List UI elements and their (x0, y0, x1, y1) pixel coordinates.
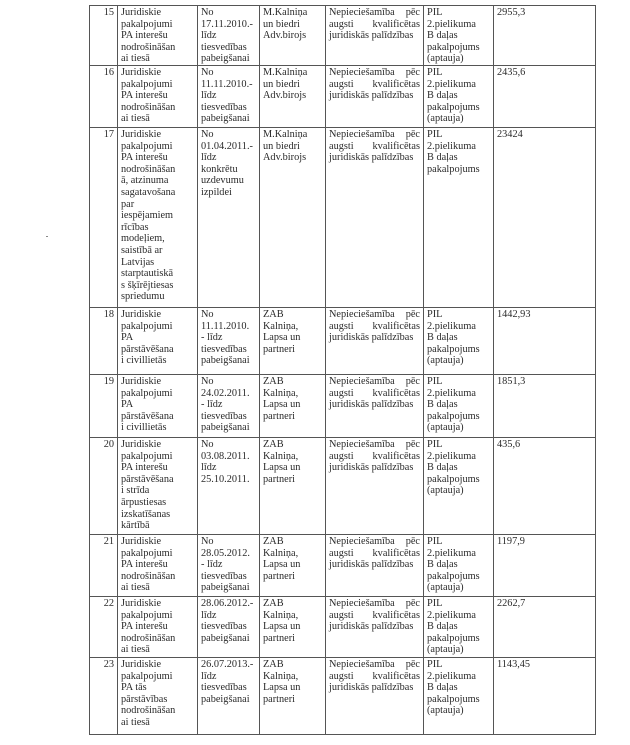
row-number: 15 (90, 6, 118, 66)
basis-cell: PIL 2.pielikuma B daļas pakalpojums (aptauja) (424, 66, 494, 128)
service-cell: Juridiskie pakalpojumi PA interešu nodrošināšan ai tiesā (118, 535, 198, 597)
service-cell: Juridiskie pakalpojumi PA interešu pārstāvēšana i strīda ārpustiesas izskatīšanas kārtībā (118, 438, 198, 535)
amount-cell: 2955,3 (494, 6, 596, 66)
amount-cell: 1197,9 (494, 535, 596, 597)
row-number: 18 (90, 308, 118, 375)
table-row (90, 658, 596, 735)
justification-cell: Nepieciešamība pēc augsti kvalificētas juridiskās palīdzības (326, 658, 424, 735)
row-number: 22 (90, 597, 118, 658)
service-cell: Juridiskie pakalpojumi PA interešu nodrošināšan ai tiesā (118, 597, 198, 658)
justification-cell: Nepieciešamība pēc augsti kvalificētas juridiskās palīdzības (326, 308, 424, 375)
basis-cell: PIL 2.pielikuma B daļas pakalpojums (aptauja) (424, 308, 494, 375)
justification-cell: Nepieciešamība pēc augsti kvalificētas juridiskās palīdzības (326, 66, 424, 128)
row-number: 20 (90, 438, 118, 535)
table-row (90, 128, 596, 308)
basis-cell: PIL 2.pielikuma B daļas pakalpojums (aptauja) (424, 6, 494, 66)
basis-cell: PIL 2.pielikuma B daļas pakalpojums (aptauja) (424, 658, 494, 735)
period-cell: 26.07.2013.- līdz tiesvedības pabeigšanai (198, 658, 260, 735)
basis-cell: PIL 2.pielikuma B daļas pakalpojums (aptauja) (424, 597, 494, 658)
amount-cell: 23424 (494, 128, 596, 308)
provider-cell: ZAB Kalniņa, Lapsa un partneri (260, 658, 326, 735)
services-table (89, 5, 596, 735)
period-cell: No 01.04.2011.- līdz konkrētu uzdevumu izpildei (198, 128, 260, 308)
period-cell: No 11.11.2010. - līdz tiesvedības pabeigšanai (198, 308, 260, 375)
provider-cell: M.Kalniņa un biedri Adv.birojs (260, 66, 326, 128)
service-cell: Juridiskie pakalpojumi PA pārstāvēšana i civillietās (118, 375, 198, 438)
row-number: 19 (90, 375, 118, 438)
provider-cell: ZAB Kalniņa, Lapsa un partneri (260, 597, 326, 658)
service-cell: Juridiskie pakalpojumi PA tās pārstāvības nodrošināšan ai tiesā (118, 658, 198, 735)
provider-cell: M.Kalniņa un biedri Adv.birojs (260, 6, 326, 66)
basis-cell: PIL 2.pielikuma B daļas pakalpojums (aptauja) (424, 438, 494, 535)
provider-cell: M.Kalniņa un biedri Adv.birojs (260, 128, 326, 308)
service-cell: Juridiskie pakalpojumi PA pārstāvēšana i civillietās (118, 308, 198, 375)
provider-cell: ZAB Kalniņa, Lapsa un partneri (260, 308, 326, 375)
period-cell: No 03.08.2011. līdz 25.10.2011. (198, 438, 260, 535)
table-row (90, 597, 596, 658)
basis-cell: PIL 2.pielikuma B daļas pakalpojums (424, 128, 494, 308)
table-row (90, 66, 596, 128)
amount-cell: 2262,7 (494, 597, 596, 658)
service-cell: Juridiskie pakalpojumi PA interešu nodrošināšan ai tiesā (118, 66, 198, 128)
period-cell: No 17.11.2010.- līdz tiesvedības pabeigšanai (198, 6, 260, 66)
amount-cell: 1143,45 (494, 658, 596, 735)
service-cell: Juridiskie pakalpojumi PA interešu nodrošināšan ai tiesā (118, 6, 198, 66)
table-row (90, 6, 596, 66)
row-number: 21 (90, 535, 118, 597)
table-row (90, 438, 596, 535)
provider-cell: ZAB Kalniņa, Lapsa un partneri (260, 438, 326, 535)
row-number: 17 (90, 128, 118, 308)
row-number: 16 (90, 66, 118, 128)
amount-cell: 435,6 (494, 438, 596, 535)
basis-cell: PIL 2.pielikuma B daļas pakalpojums (aptauja) (424, 535, 494, 597)
table-row (90, 308, 596, 375)
basis-cell: PIL 2.pielikuma B daļas pakalpojums (aptauja) (424, 375, 494, 438)
table-row (90, 375, 596, 438)
period-cell: No 24.02.2011. - līdz tiesvedības pabeigšanai (198, 375, 260, 438)
justification-cell: Nepieciešamība pēc augsti kvalificētas juridiskās palīdzības (326, 597, 424, 658)
period-cell: 28.06.2012.- līdz tiesvedības pabeigšanai (198, 597, 260, 658)
row-number: 23 (90, 658, 118, 735)
amount-cell: 2435,6 (494, 66, 596, 128)
period-cell: No 11.11.2010.- līdz tiesvedības pabeigšanai (198, 66, 260, 128)
amount-cell: 1851,3 (494, 375, 596, 438)
provider-cell: ZAB Kalniņa, Lapsa un partneri (260, 535, 326, 597)
justification-cell: Nepieciešamība pēc augsti kvalificētas juridiskās palīdzības (326, 6, 424, 66)
amount-cell: 1442,93 (494, 308, 596, 375)
scan-speck (46, 236, 48, 237)
justification-cell: Nepieciešamība pēc augsti kvalificētas juridiskās palīdzības (326, 438, 424, 535)
justification-cell: Nepieciešamība pēc augsti kvalificētas juridiskās palīdzības (326, 535, 424, 597)
service-cell: Juridiskie pakalpojumi PA interešu nodrošināšan ā, atzinuma sagatavošana par iespējamiem rīcības modeļiem, saistībā ar Latvijas starptautiskā s šķīrējtiesas spriedumu (118, 128, 198, 308)
provider-cell: ZAB Kalniņa, Lapsa un partneri (260, 375, 326, 438)
period-cell: No 28.05.2012. - līdz tiesvedības pabeigšanai (198, 535, 260, 597)
table-row (90, 535, 596, 597)
justification-cell: Nepieciešamība pēc augsti kvalificētas juridiskās palīdzības (326, 128, 424, 308)
justification-cell: Nepieciešamība pēc augsti kvalificētas juridiskās palīdzības (326, 375, 424, 438)
